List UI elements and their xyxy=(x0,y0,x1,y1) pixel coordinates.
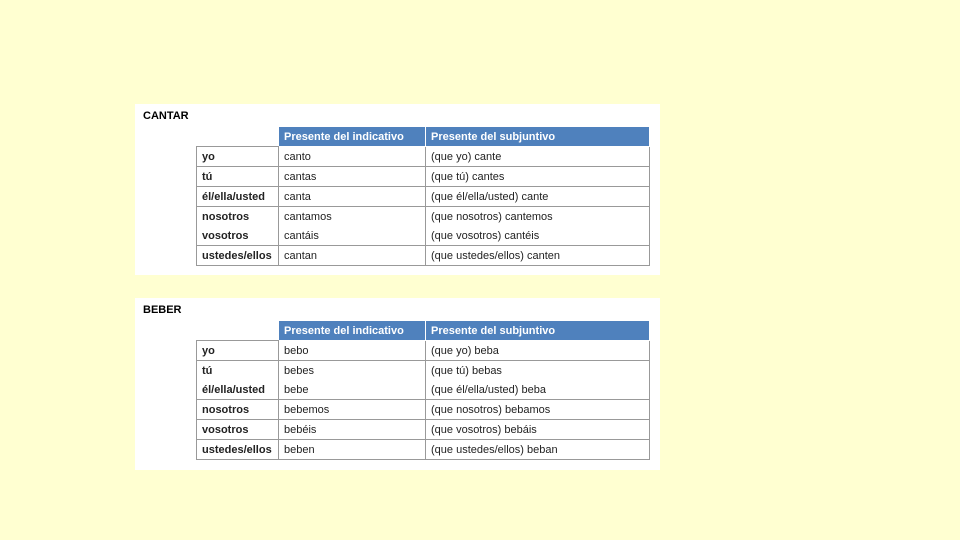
table-row xyxy=(197,147,650,167)
indicativo-cell: cantan xyxy=(279,246,426,266)
subjuntivo-cell: (que ustedes/ellos) beban xyxy=(426,440,650,460)
table-header-row xyxy=(197,321,650,341)
pronoun-cell: ustedes/ellos xyxy=(197,246,279,266)
pronoun-cell: tú xyxy=(197,167,279,187)
pronoun-cell: vosotros xyxy=(197,226,279,246)
subjuntivo-cell: (que tú) cantes xyxy=(426,167,650,187)
pronoun-cell: nosotros xyxy=(197,207,279,227)
subjuntivo-cell: (que yo) beba xyxy=(426,341,650,361)
indicativo-cell: canta xyxy=(279,187,426,207)
subjuntivo-cell: (que nosotros) bebamos xyxy=(426,400,650,420)
indicativo-cell: bebo xyxy=(279,341,426,361)
subjuntivo-cell: (que él/ella/usted) beba xyxy=(426,380,650,400)
indicativo-cell: bebe xyxy=(279,380,426,400)
verb-title: CANTAR xyxy=(143,110,189,122)
indicativo-cell: cantáis xyxy=(279,226,426,246)
table-row xyxy=(197,167,650,187)
indicativo-cell: bebéis xyxy=(279,420,426,440)
conjugation-table xyxy=(196,320,650,460)
pronoun-cell: él/ella/usted xyxy=(197,380,279,400)
indicativo-cell: bebemos xyxy=(279,400,426,420)
header-subjuntivo: Presente del subjuntivo xyxy=(426,321,650,341)
table-header-row xyxy=(197,127,650,147)
subjuntivo-cell: (que él/ella/usted) cante xyxy=(426,187,650,207)
pronoun-cell: tú xyxy=(197,361,279,381)
beber-panel xyxy=(135,298,660,470)
subjuntivo-cell: (que nosotros) cantemos xyxy=(426,207,650,227)
header-subjuntivo: Presente del subjuntivo xyxy=(426,127,650,147)
table-row xyxy=(197,187,650,207)
indicativo-cell: cantamos xyxy=(279,207,426,227)
table-row xyxy=(197,207,650,227)
pronoun-cell: nosotros xyxy=(197,400,279,420)
header-indicativo: Presente del indicativo xyxy=(279,321,426,341)
subjuntivo-cell: (que vosotros) cantéis xyxy=(426,226,650,246)
pronoun-cell: yo xyxy=(197,147,279,167)
pronoun-cell: él/ella/usted xyxy=(197,187,279,207)
pronoun-cell: vosotros xyxy=(197,420,279,440)
table-row xyxy=(197,361,650,381)
indicativo-cell: cantas xyxy=(279,167,426,187)
header-blank xyxy=(197,127,279,147)
indicativo-cell: bebes xyxy=(279,361,426,381)
indicativo-cell: beben xyxy=(279,440,426,460)
subjuntivo-cell: (que vosotros) bebáis xyxy=(426,420,650,440)
header-blank xyxy=(197,321,279,341)
table-row xyxy=(197,440,650,460)
pronoun-cell: yo xyxy=(197,341,279,361)
table-row xyxy=(197,400,650,420)
table-row xyxy=(197,380,650,400)
subjuntivo-cell: (que ustedes/ellos) canten xyxy=(426,246,650,266)
header-indicativo: Presente del indicativo xyxy=(279,127,426,147)
pronoun-cell: ustedes/ellos xyxy=(197,440,279,460)
table-row xyxy=(197,246,650,266)
table-row xyxy=(197,420,650,440)
table-row xyxy=(197,226,650,246)
table-row xyxy=(197,341,650,361)
cantar-panel xyxy=(135,104,660,275)
verb-title: BEBER xyxy=(143,304,182,316)
indicativo-cell: canto xyxy=(279,147,426,167)
subjuntivo-cell: (que yo) cante xyxy=(426,147,650,167)
subjuntivo-cell: (que tú) bebas xyxy=(426,361,650,381)
conjugation-table xyxy=(196,126,650,266)
